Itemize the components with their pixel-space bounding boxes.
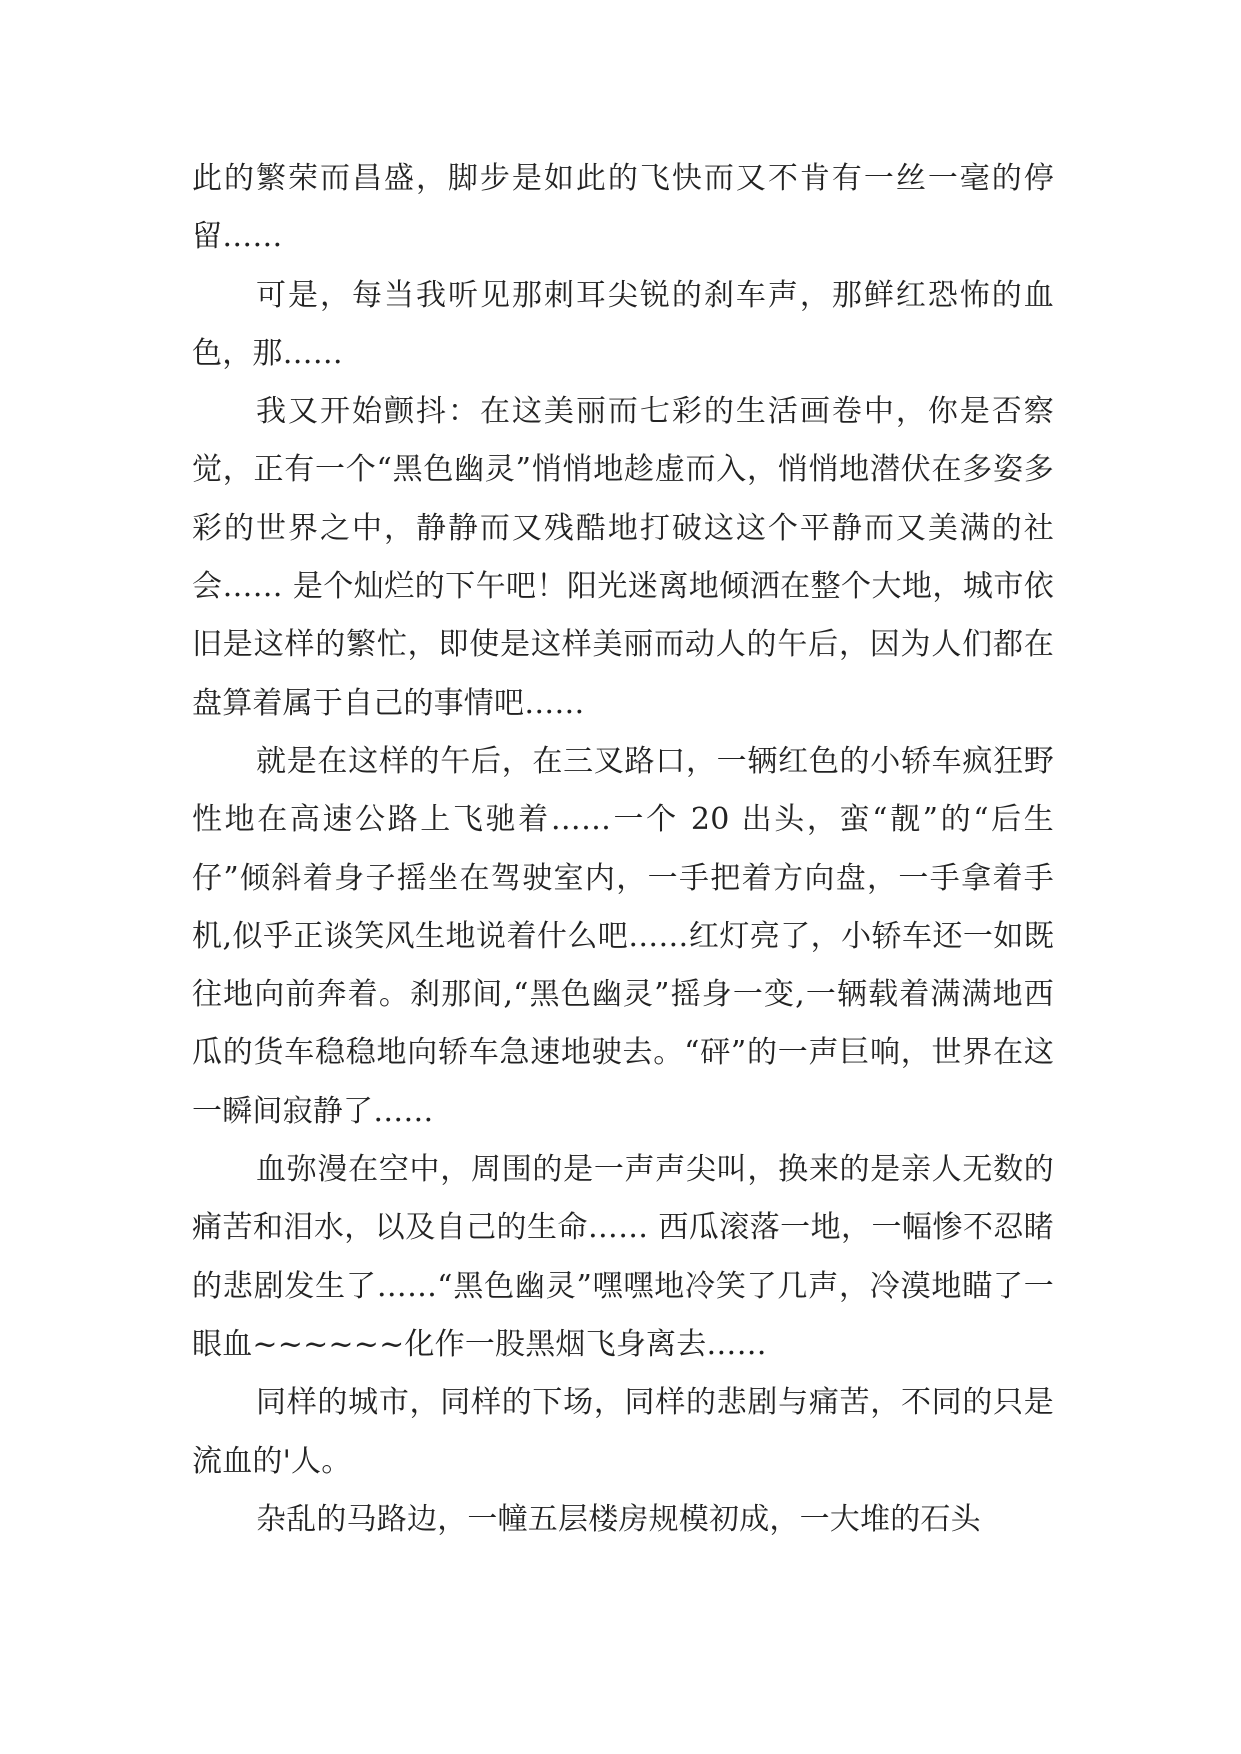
document-body — [192, 150, 1054, 1549]
paragraph-5: 血弥漫在空中，周围的是一声声尖叫，换来的是亲人无数的痛苦和泪水，以及自己的生命…… 西瓜滚落一地，一幅惨不忍睹的悲剧发生了……“黑色幽灵”嘿嘿地冷笑了几声，冷漠地瞄了一眼血~~~~~~化作一股黑烟飞身离去…… — [192, 1152, 1054, 1362]
paragraph-2: 可是，每当我听见那刺耳尖锐的刹车声，那鲜红恐怖的血色，那…… — [192, 277, 1054, 371]
paragraph-4: 就是在这样的午后，在三叉路口，一辆红色的小轿车疯狂野性地在高速公路上飞驰着……一个 20 出头，蛮“靓”的“后生仔”倾斜着身子摇坐在驾驶室内，一手把着方向盘，一手拿着手机,似乎正谈笑风生地说着什么吧……红灯亮了，小轿车还一如既往地向前奔着。刹那间,“黑色幽灵”摇身一变,一辆载着满满地西瓜的货车稳稳地向轿车急速地驶去。“砰”的一声巨响，世界在这一瞬间寂静了…… — [192, 743, 1054, 1129]
paragraph-1: 此的繁荣而昌盛，脚步是如此的飞快而又不肯有一丝一毫的停留…… — [192, 161, 1054, 255]
paragraph-7: 杂乱的马路边，一幢五层楼房规模初成，一大堆的石头 — [256, 1501, 981, 1537]
paragraph-6: 同样的城市，同样的下场，同样的悲剧与痛苦，不同的只是流血的'人。 — [192, 1385, 1054, 1479]
paragraph-3: 我又开始颤抖：在这美丽而七彩的生活画卷中，你是否察觉，正有一个“黑色幽灵”悄悄地趁虚而入，悄悄地潜伏在多姿多彩的世界之中，静静而又残酷地打破这这个平静而又美满的社会…… 是个灿烂的下午吧！阳光迷离地倾洒在整个大地，城市依旧是这样的繁忙，即使是这样美丽而动人的午后，因为人们都在盘算着属于自己的事情吧…… — [192, 394, 1054, 721]
